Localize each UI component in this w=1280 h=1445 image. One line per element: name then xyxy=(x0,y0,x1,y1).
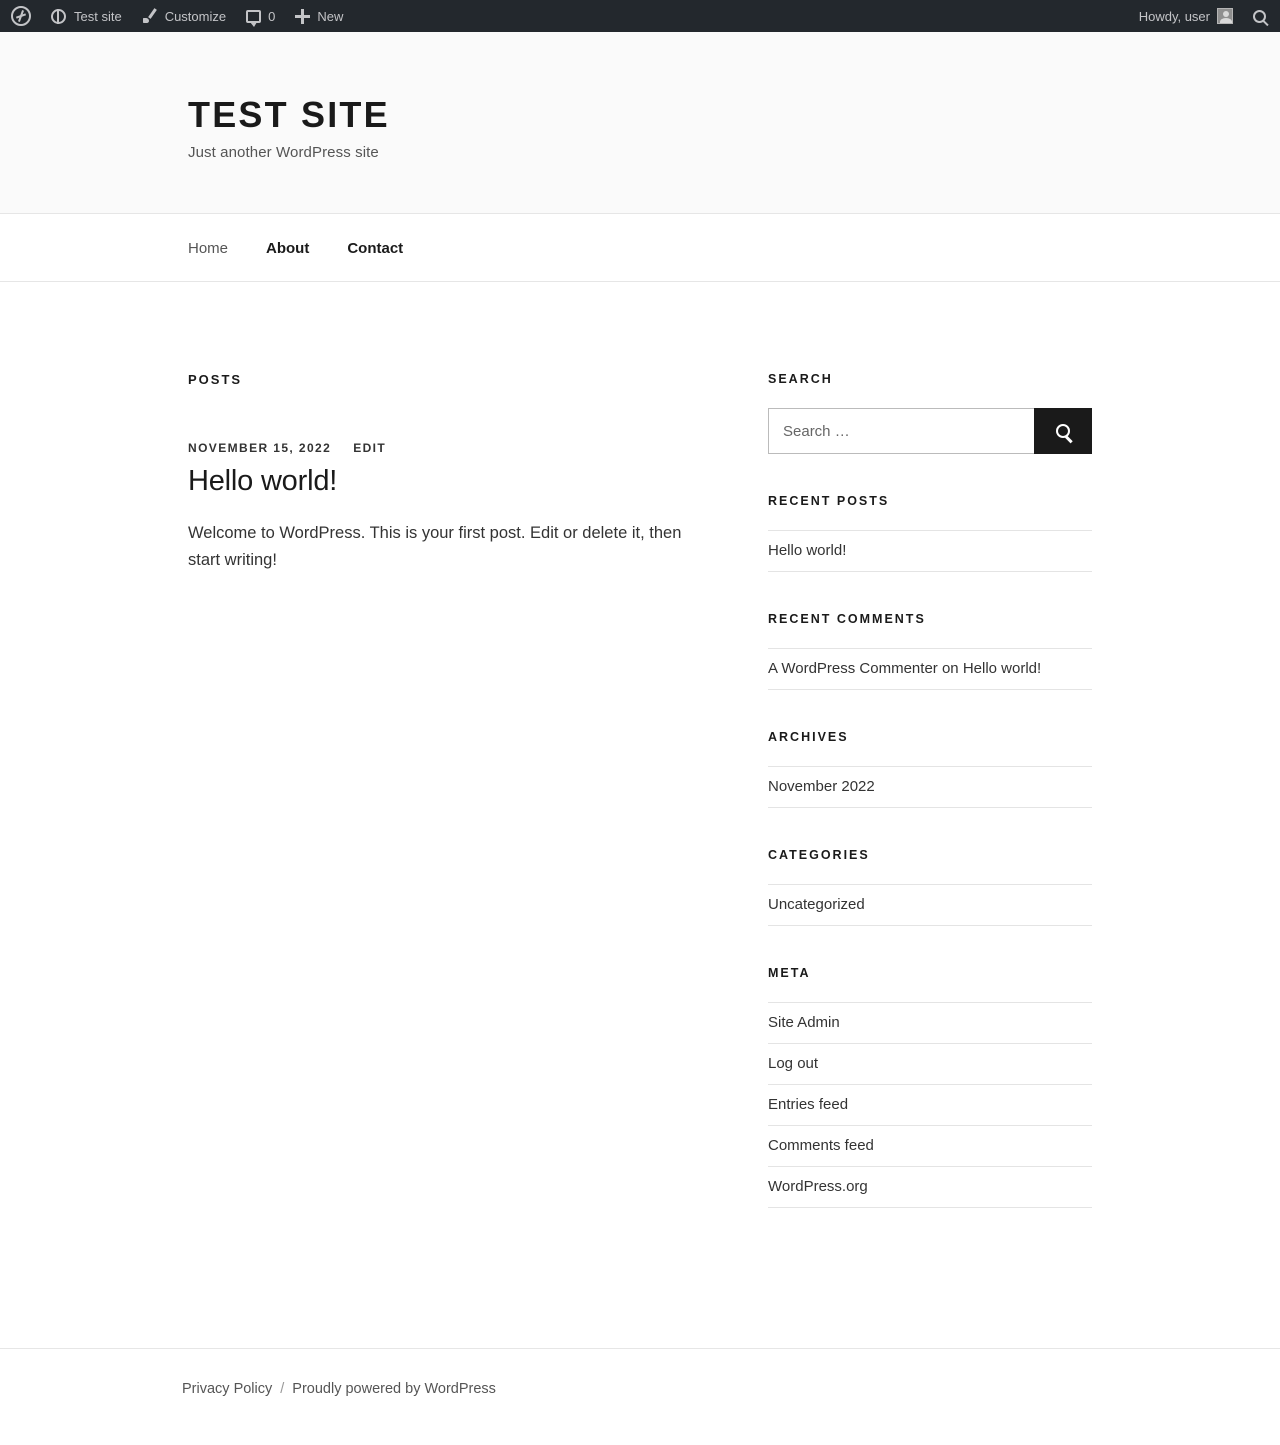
adminbar-customize-label: Customize xyxy=(164,8,227,24)
search-icon xyxy=(1253,10,1266,23)
admin-bar xyxy=(0,0,1280,32)
avatar xyxy=(1217,8,1233,24)
sidebar xyxy=(768,372,1092,1248)
site-icon xyxy=(50,8,67,25)
post-title[interactable]: Hello world! xyxy=(188,465,338,497)
recent-post-link[interactable]: Hello world! xyxy=(768,542,847,559)
page-title[interactable]: TEST SITE xyxy=(188,94,390,135)
site-tagline: Just another WordPress site xyxy=(188,144,379,161)
meta-logout-link[interactable]: Log out xyxy=(768,1055,819,1072)
nav-item-home[interactable]: Home xyxy=(188,239,229,257)
meta-entries-feed-link[interactable]: Entries feed xyxy=(768,1096,849,1113)
widget-title-recent-posts: RECENT POSTS xyxy=(768,494,890,508)
posts-heading: POSTS xyxy=(188,372,243,387)
category-link[interactable]: Uncategorized xyxy=(768,896,865,913)
content-area xyxy=(0,282,1280,1248)
adminbar-my-account[interactable] xyxy=(1129,0,1243,32)
post-meta xyxy=(188,441,692,455)
widget-title-categories: CATEGORIES xyxy=(768,848,870,862)
comment-bubble-icon xyxy=(246,10,261,23)
wordpress-logo-icon xyxy=(11,6,31,26)
comment-author: A WordPress Commenter xyxy=(768,660,938,677)
meta-comments-feed-link[interactable]: Comments feed xyxy=(768,1137,874,1154)
archives-list xyxy=(768,766,1092,808)
post-edit-link[interactable]: EDIT xyxy=(353,441,387,455)
wp-logo-button[interactable] xyxy=(0,0,40,32)
widget-categories xyxy=(768,848,1092,926)
widget-meta xyxy=(768,966,1092,1208)
comment-post-link[interactable]: Hello world! xyxy=(962,660,1042,677)
list-item xyxy=(768,1126,1092,1167)
wordpress-credit-link[interactable]: Proudly powered by WordPress xyxy=(292,1381,496,1397)
recent-posts-list xyxy=(768,530,1092,572)
widget-title-meta: META xyxy=(768,966,811,980)
adminbar-site-name[interactable] xyxy=(40,0,132,32)
list-item xyxy=(768,1044,1092,1085)
widget-recent-comments xyxy=(768,612,1092,690)
comment-separator: on xyxy=(941,660,959,677)
adminbar-new-label: New xyxy=(317,8,344,24)
plus-icon xyxy=(295,9,310,24)
search-icon xyxy=(1056,424,1070,438)
site-branding xyxy=(0,94,1280,161)
adminbar-comments-count: 0 xyxy=(268,8,276,24)
nav-item-contact[interactable]: Contact xyxy=(347,239,404,257)
adminbar-customize[interactable] xyxy=(132,0,236,32)
widget-title-recent-comments: RECENT COMMENTS xyxy=(768,612,926,626)
list-item xyxy=(768,884,1092,926)
widget-title-archives: ARCHIVES xyxy=(768,730,849,744)
brush-icon xyxy=(142,8,158,24)
adminbar-search-button[interactable] xyxy=(1243,0,1280,32)
widget-search xyxy=(768,372,1092,454)
widget-recent-posts xyxy=(768,494,1092,572)
post-content xyxy=(188,520,692,574)
list-item xyxy=(768,1085,1092,1126)
list-item xyxy=(768,1167,1092,1208)
list-item xyxy=(768,766,1092,808)
search-form xyxy=(768,408,1092,454)
list-item xyxy=(768,1002,1092,1044)
meta-wordpress-org-link[interactable]: WordPress.org xyxy=(768,1178,868,1195)
recent-comments-list xyxy=(768,648,1092,690)
archive-link[interactable]: November 2022 xyxy=(768,778,875,795)
meta-site-admin-link[interactable]: Site Admin xyxy=(768,1014,840,1031)
adminbar-comments[interactable] xyxy=(236,0,285,32)
post-date-link[interactable]: NOVEMBER 15, 2022 xyxy=(188,441,332,455)
search-input[interactable] xyxy=(768,408,1034,454)
search-submit-button[interactable] xyxy=(1034,408,1092,454)
primary-navigation xyxy=(0,214,1280,282)
privacy-policy-link[interactable]: Privacy Policy xyxy=(182,1381,273,1397)
footer-inner xyxy=(0,1381,1280,1397)
footer-separator: / xyxy=(280,1381,285,1397)
list-item xyxy=(768,530,1092,572)
meta-list xyxy=(768,1002,1092,1208)
adminbar-howdy-label: Howdy, user xyxy=(1138,8,1210,24)
site-footer xyxy=(0,1348,1280,1437)
widget-title-search: SEARCH xyxy=(768,372,833,386)
nav-list xyxy=(0,214,1280,282)
adminbar-right-group xyxy=(1129,0,1280,32)
nav-item-about[interactable]: About xyxy=(266,239,310,257)
list-item xyxy=(768,648,1092,690)
categories-list xyxy=(768,884,1092,926)
post-article xyxy=(188,441,692,574)
post-excerpt: Welcome to WordPress. This is your first post. Edit or delete it, then start writing! xyxy=(188,524,682,570)
site-header xyxy=(0,32,1280,214)
adminbar-new[interactable] xyxy=(285,0,353,32)
widget-archives xyxy=(768,730,1092,808)
main-content xyxy=(188,372,752,574)
adminbar-site-name-label: Test site xyxy=(74,8,122,24)
